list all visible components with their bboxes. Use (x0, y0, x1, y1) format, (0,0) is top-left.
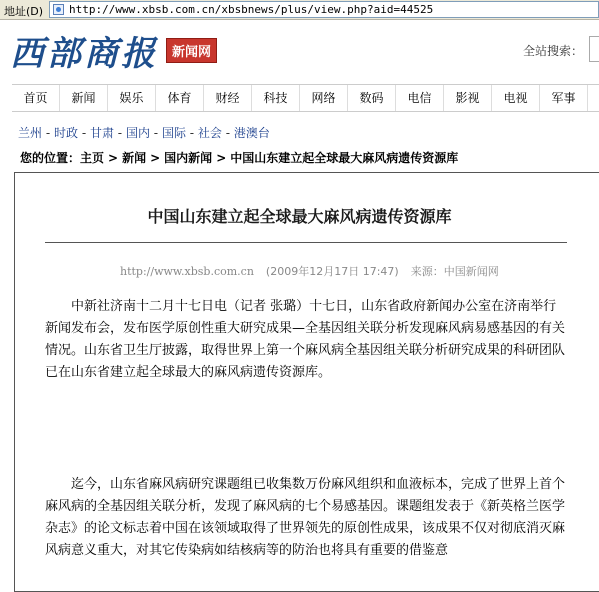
breadcrumb (20, 149, 458, 166)
nav-item-finance[interactable]: 财经 (204, 85, 252, 111)
breadcrumb-home[interactable]: 主页 (80, 151, 105, 165)
subnav-item-politics[interactable]: 时政 (53, 126, 78, 140)
address-input[interactable] (49, 1, 599, 18)
nav-item-telecom[interactable]: 电信 (396, 85, 444, 111)
breadcrumb-domestic[interactable]: 国内新闻 (164, 151, 213, 165)
main-nav (12, 84, 599, 112)
article-meta (120, 263, 499, 279)
search-label: 全站搜索： (523, 44, 584, 58)
logo-text: 西部商报 (10, 33, 158, 74)
article-source: 来源：中国新闻网 (410, 265, 499, 278)
nav-item-internet[interactable]: 网络 (300, 85, 348, 111)
sub-nav: 兰州 - 时政 - 甘肃 - 国内 - 国际 - 社会 - 港澳台 (18, 126, 270, 140)
article-paragraph: 迄今，山东省麻风病研究课题组已收集数万份麻风组织和血液标本，完成了世界上首个麻风病的全基因组关联分析，发现了麻风病的七个易感基因。课题组发表于《新英格兰医学杂志》的论文标志着中国在该领域取得了世界领先的原创性成果，该成果不仅对彻底消灭麻风病意义重大，对其它传染病如结核病等的防治也将具有重要的借鉴意 (45, 477, 566, 558)
article-date: (2009年12月17日 17:47) (265, 265, 399, 278)
article-title: 中国山东建立起全球最大麻风病遗传资源库 (147, 207, 452, 226)
breadcrumb-current: 中国山东建立起全球最大麻风病遗传资源库 (230, 151, 459, 165)
chevron-right-icon: > (216, 151, 227, 165)
nav-item-news[interactable]: 新闻 (60, 85, 108, 111)
nav-item-home[interactable]: 首页 (12, 85, 60, 111)
logo-badge: 新闻网 (166, 38, 217, 63)
nav-item-entertainment[interactable]: 娱乐 (108, 85, 156, 111)
nav-item-film[interactable]: 影视 (444, 85, 492, 111)
subnav-item-international[interactable]: 国际 (161, 126, 186, 140)
address-url[interactable]: http://www.xbsb.com.cn/xbsbnews/plus/view.php?aid=44525 (69, 3, 434, 16)
chevron-right-icon: > (150, 151, 161, 165)
subnav-item-gansu[interactable]: 甘肃 (89, 126, 114, 140)
breadcrumb-news[interactable]: 新闻 (122, 151, 147, 165)
chevron-right-icon: > (108, 151, 119, 165)
page-icon (53, 4, 64, 15)
nav-item-tech[interactable]: 科技 (252, 85, 300, 111)
nav-item-military[interactable]: 军事 (540, 85, 588, 111)
address-bar (0, 0, 599, 20)
title-divider (45, 242, 567, 243)
nav-item-digital[interactable]: 数码 (348, 85, 396, 111)
subnav-item-domestic[interactable]: 国内 (125, 126, 150, 140)
address-label: 地址(D) (4, 5, 44, 18)
site-logo[interactable] (10, 30, 217, 74)
article-paragraph: 中新社济南十二月十七日电（记者 张璐）十七日，山东省政府新闻办公室在济南举行新闻发布会，发布医学原创性重大研究成果—全基因组关联分析发现麻风病易感基因的有关情况。山东省卫生厅披露，取得世界上第一个麻风病全基因组关联分析研究成果的科研团队已在山东省建立起全球最大的麻风病遗传资源库。 (45, 299, 566, 380)
nav-item-sports[interactable]: 体育 (156, 85, 204, 111)
article-site[interactable]: http://www.xbsb.com.cn (120, 265, 254, 278)
nav-item-tv[interactable]: 电视 (492, 85, 540, 111)
breadcrumb-label: 您的位置： (20, 151, 81, 165)
subnav-item-hk-macao-tw[interactable]: 港澳台 (233, 126, 270, 140)
subnav-item-society[interactable]: 社会 (197, 126, 222, 140)
search-input[interactable] (589, 36, 599, 62)
subnav-item-lanzhou[interactable]: 兰州 (18, 126, 43, 140)
